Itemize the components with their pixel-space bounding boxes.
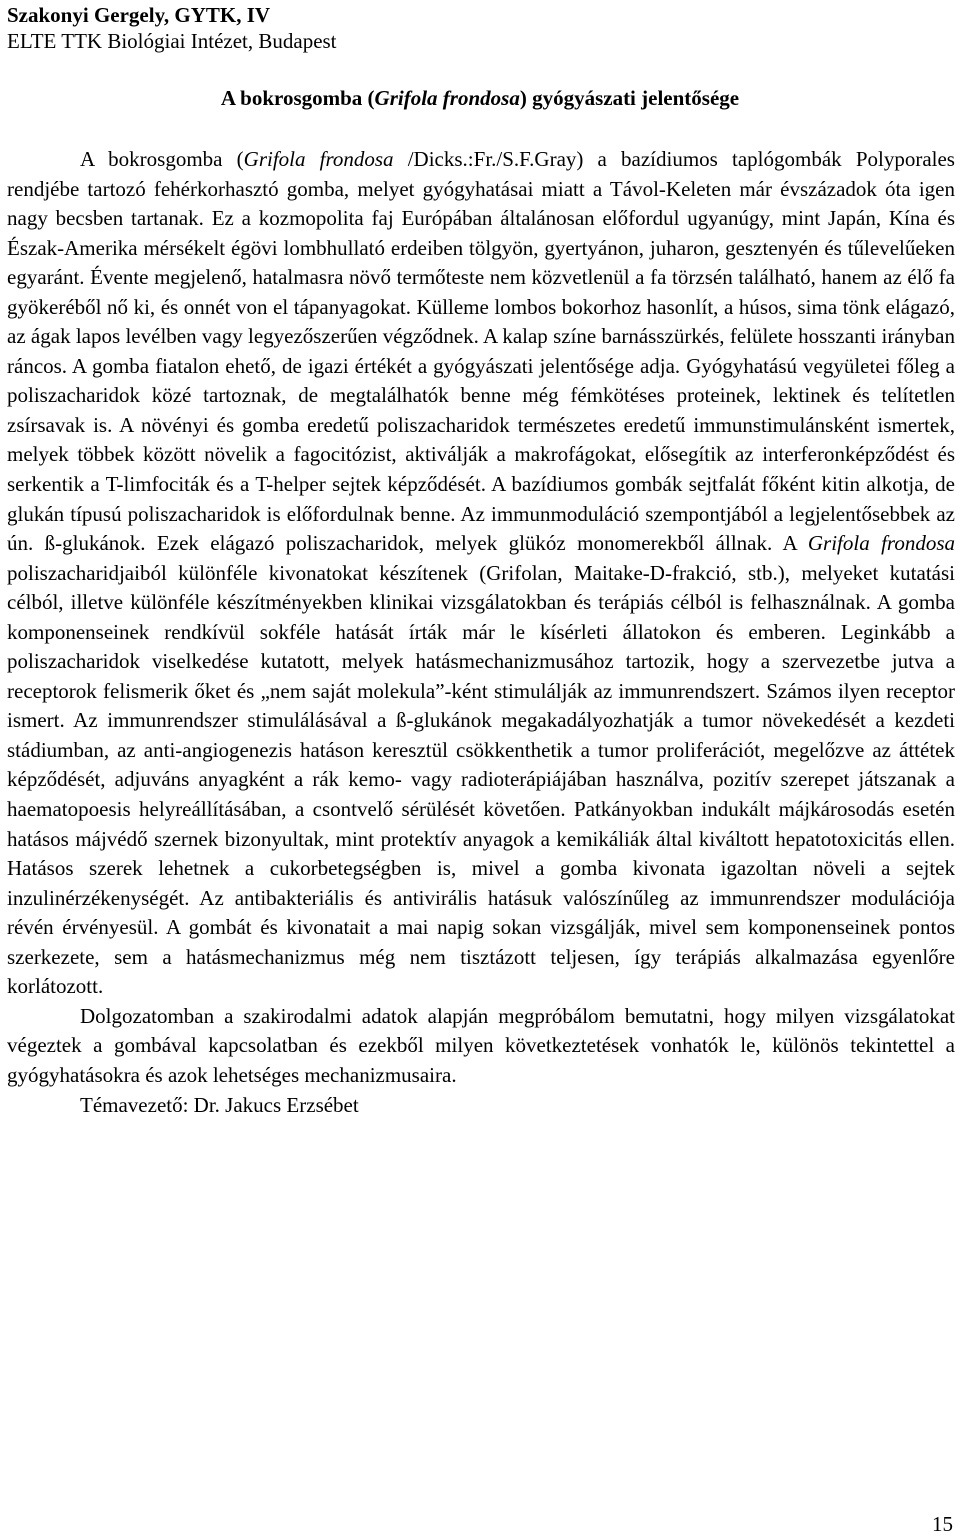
affiliation-line: ELTE TTK Biológiai Intézet, Budapest <box>7 29 337 53</box>
paragraph-1-species-name-1: Grifola frondosa <box>243 147 394 171</box>
title-species-name: Grifola frondosa <box>374 86 520 110</box>
paragraph-1-species-name-2: Grifola frondosa <box>807 531 955 556</box>
document-body <box>7 145 955 1120</box>
title-text-before: A bokrosgomba ( <box>220 86 375 110</box>
page-number: 15 <box>932 1512 953 1536</box>
title-text-after: ) gyógyászati jelentősége <box>519 86 740 110</box>
paragraph-1-segment-1: A bokrosgomba ( <box>80 147 244 171</box>
body-paragraph-2: Dolgozatomban a szakirodalmi adatok alapján megpróbálom bemutatni, hogy milyen vizsgálatokat végeztek a gombával kapcsolatban és ezekből milyen következtetések vonhatók le, különös tekintettel a gyógyhatásokra és azok lehetséges mechanizmusaira. <box>7 1003 955 1087</box>
body-paragraph-1 <box>7 145 955 1002</box>
author-line: Szakonyi Gergely, GYTK, IV <box>7 3 271 27</box>
document-title <box>0 85 960 111</box>
advisor-line: Témavezető: Dr. Jakucs Erzsébet <box>80 1092 359 1117</box>
paragraph-1-segment-3: poliszacharidjaiból különféle kivonatokat készítenek (Grifolan, Maitake-D-frakció, stb.), melyeket kutatási célból, illetve különféle készítményekben klinikai vizsgálatokban és terápiás célból is felhasználnak. A gomba komponenseinek rendkívül sokféle hatását írták már le kísérleti állatokon és emberen. Leginkább a poliszacharidok viselkedése kutatott, melyek hatásmechanizmusához tartozik, hogy a szervezetbe jutva a receptorok felismerik őket és „nem saját molekula”-ként stimulálják az immunrendszert. Számos ilyen receptor ismert. Az immunrendszer stimulálásával a ß-glukánok megakadályozhatják a tumor növekedését a kezdeti stádiumban, az anti-angiogenezis hatáson keresztül csökkenthetik a tumor proliferációt, megelőzve az áttétek képződését, adjuváns anyagként a rák kemo- vagy radioterápiájában használva, pozitív szerepet játszanak a haematopoesis helyreállításában, a csontvelő sérülését követően. Patkányokban indukált májkárosodás esetén hatásos májvédő szernek bizonyultak, mint protektív anyagok a kemikáliák által kiváltott hepatotoxicitás ellen. Hatásos szerek lehetnek a cukorbetegségben is, mivel a gomba kivonata igazoltan növeli a sejtek inzulinérzékenységét. Az antibakteriális és antivirális hatásuk valószínűleg az immunrendszer modulációja révén érvényesül. A gombát és kivonatait a mai napig sokan vizsgálják, mivel sem komponenseinek pontos szerkezete, sem a hatásmechanizmus még nem tisztázott teljesen, így terápiás alkalmazása egyenlőre korlátozott. <box>7 560 955 999</box>
paragraph-1-segment-2: /Dicks.:Fr./S.F.Gray) a bazídiumos taplógombák Polyporales rendjébe tartozó fehérkorhasztó gomba, melyet gyógyhatásai miatt a Távol-Keleten már évszázadok óta igen nagy becsben tartanak. Ez a kozmopolita faj Európában általánosan előfordul ugyanúgy, mint Japán, Kína és Észak-Amerika mérsékelt égövi lombhullató erdeiben tölgyön, gyertyánon, juharon, gesztenyén és tűlevelűeken egyaránt. Évente megjelenő, hatalmasra növő termőteste nem közvetlenül a fa törzsén található, hanem az élő fa gyökeréből nő ki, és onnét von el tápanyagokat. Külleme lombos bokorhoz hasonlít, a húsos, sima tönk elágazó, az ágak lapos levélben vagy legyezőszerűen végződnek. A kalap színe barnásszürkés, felülete hosszanti irányban ráncos. A gomba fiatalon ehető, de igazi értékét a gyógyászati jelentősége adja. Gyógyhatású vegyületei főleg a poliszacharidok közé tartoznak, de megtalálhatók benne még fémkötéses proteinek, lektinek és telítetlen zsírsavak is. A növényi és gomba eredetű poliszacharidok természetes eredetű immunstimulánsként ismertek, melyek többek között növelik a fagocitózist, aktiválják a makrofágokat, elősegítik az interferonképződést és serkentik a T-limfociták és a T-helper sejtek képződését. A bazídiumos gombák sejtfalát főként kitin alkotja, de glukán típusú poliszacharidok is előfordulnak benne. Az immunmoduláció szempontjából a legjelentősebbek az ún. ß-glukánok. Ezek elágazó poliszacharidok, melyek glükóz monomerekből állnak. A <box>7 147 955 556</box>
